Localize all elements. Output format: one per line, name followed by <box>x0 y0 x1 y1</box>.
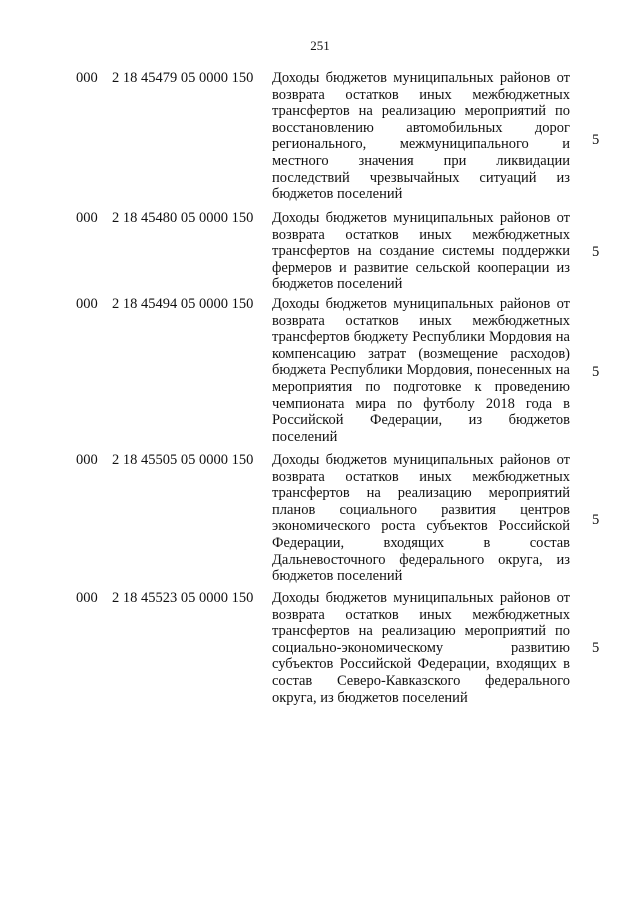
admin-code: 000 <box>76 590 98 606</box>
budget-code: 2 18 45505 05 0000 150 <box>112 452 254 468</box>
normative-percent: 5 <box>592 512 600 528</box>
revenue-description: Доходы бюджетов муниципальных районов от возврата остатков иных межбюджетных трансфертов на реализацию мероприятий по восстановлению автомобильных дорог регионального, межмуниципального и местного значения при ликвидации последствий чрезвычайных ситуаций из бюджетов поселений <box>272 70 570 203</box>
page-number: 251 <box>310 38 330 53</box>
normative-percent: 5 <box>592 640 600 656</box>
revenue-description: Доходы бюджетов муниципальных районов от возврата остатков иных межбюджетных трансфертов на реализацию мероприятий по социально-экономическому развитию субъектов Российской Федерации, входящих в состав Северо-Кавказского федерального округа, из бюджетов поселений <box>272 590 570 706</box>
revenue-description: Доходы бюджетов муниципальных районов от возврата остатков иных межбюджетных трансфертов на реализацию мероприятий планов социального развития центров экономического роста субъектов Российской Федерации, входящих в состав Дальневосточного федерального округа, из бюджетов поселений <box>272 452 570 585</box>
budget-code: 2 18 45523 05 0000 150 <box>112 590 254 606</box>
admin-code: 000 <box>76 452 98 468</box>
admin-code: 000 <box>76 70 98 86</box>
normative-percent: 5 <box>592 244 600 260</box>
revenue-description: Доходы бюджетов муниципальных районов от возврата остатков иных межбюджетных трансфертов бюджету Республики Мордовия на компенсацию затрат (возмещение расходов) бюджета Республики Мордовия, понесенных на мероприятия по подготовке к проведению чемпионата мира по футболу 2018 года в Российской Федерации, из бюджетов поселений <box>272 296 570 445</box>
budget-code: 2 18 45480 05 0000 150 <box>112 210 254 226</box>
revenue-description: Доходы бюджетов муниципальных районов от возврата остатков иных межбюджетных трансфертов на создание системы поддержки фермеров и развитие сельской кооперации из бюджетов поселений <box>272 210 570 293</box>
admin-code: 000 <box>76 210 98 226</box>
admin-code: 000 <box>76 296 98 312</box>
normative-percent: 5 <box>592 132 600 148</box>
budget-code: 2 18 45494 05 0000 150 <box>112 296 254 312</box>
budget-code: 2 18 45479 05 0000 150 <box>112 70 254 86</box>
normative-percent: 5 <box>592 364 600 380</box>
